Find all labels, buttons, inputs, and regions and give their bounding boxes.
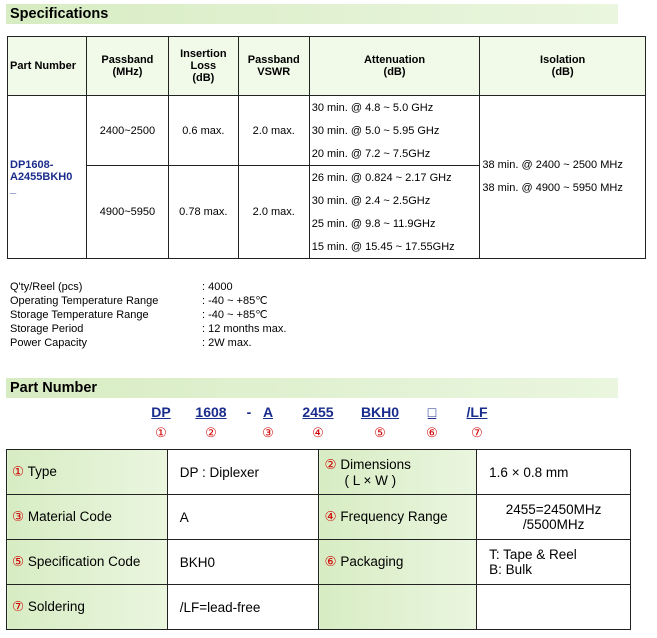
spec-line: Storage Period : 12 months max. <box>10 323 287 335</box>
circle-number: ⑥ <box>426 425 438 440</box>
soldering-label: ⑦ Soldering <box>7 585 168 630</box>
code-segment-box-icon: □ <box>427 404 437 420</box>
circle-number: ⑦ <box>471 425 483 440</box>
type-value: DP : Diplexer <box>167 450 319 495</box>
specifications-heading: Specifications <box>6 4 618 24</box>
circle-number: ② <box>205 425 217 440</box>
header-part-number: Part Number <box>8 37 87 96</box>
general-specs-list <box>10 280 286 350</box>
packaging-value: T: Tape & Reel B: Bulk <box>477 540 631 585</box>
circle-number: ③ <box>262 425 274 440</box>
vswr-value-2: 2.0 max. <box>238 166 309 259</box>
soldering-value: /LF=lead-free <box>167 585 319 630</box>
circle-number: ⑤ <box>374 425 386 440</box>
part-number-value: DP1608- A2455BKH0 _ <box>8 96 87 259</box>
material-code-value: A <box>167 495 319 540</box>
spec-header-row <box>8 37 646 96</box>
frequency-range-value: 2455=2450MHz /5500MHz <box>477 495 631 540</box>
header-passband: Passband (MHz) <box>86 37 168 96</box>
specification-code-label: ⑤ Specification Code <box>7 540 168 585</box>
pn-row-material <box>7 495 631 540</box>
empty-label-cell <box>319 585 477 630</box>
empty-value-cell <box>477 585 631 630</box>
attenuation-value: 20 min. @ 7.2 ~ 7.5GHz <box>309 142 480 166</box>
type-label: ① Type <box>7 450 168 495</box>
spec-line: Storage Temperature Range : -40 ~ +85℃ <box>10 309 268 321</box>
code-segment: - <box>246 404 252 420</box>
code-segment: 1608 <box>195 404 227 420</box>
attenuation-value: 15 min. @ 15.45 ~ 17.55GHz <box>309 235 480 259</box>
part-number-table <box>6 449 631 630</box>
code-segment: BKH0 <box>360 404 400 420</box>
header-vswr: Passband VSWR <box>238 37 309 96</box>
circle-number: ① <box>155 425 167 440</box>
spec-line: Power Capacity : 2W max. <box>10 337 252 349</box>
dimensions-value: 1.6 × 0.8 mm <box>477 450 631 495</box>
frequency-range-label: ④ Frequency Range <box>319 495 477 540</box>
pn-row-spec-code <box>7 540 631 585</box>
insertion-loss-value-2: 0.78 max. <box>168 166 238 259</box>
spec-line: Q'ty/Reel (pcs) : 4000 <box>10 281 233 293</box>
attenuation-value: 30 min. @ 4.8 ~ 5.0 GHz <box>309 96 480 120</box>
attenuation-value: 25 min. @ 9.8 ~ 11.9GHz <box>309 212 480 235</box>
insertion-loss-value-1: 0.6 max. <box>168 96 238 166</box>
spec-row-1 <box>8 96 646 120</box>
spec-line: Operating Temperature Range : -40 ~ +85℃ <box>10 295 268 307</box>
attenuation-value: 26 min. @ 0.824 ~ 2.17 GHz <box>309 166 480 190</box>
circle-number: ④ <box>312 425 324 440</box>
material-code-label: ③ Material Code <box>7 495 168 540</box>
specifications-table <box>7 36 646 259</box>
header-attenuation: Attenuation (dB) <box>309 37 480 96</box>
isolation-value: 38 min. @ 2400 ~ 2500 MHz 38 min. @ 4900 ~ 5950 MHz <box>480 96 646 259</box>
packaging-label: ⑥ Packaging <box>319 540 477 585</box>
attenuation-value: 30 min. @ 5.0 ~ 5.95 GHz <box>309 119 480 142</box>
code-segment: A <box>262 404 274 420</box>
specification-code-value: BKH0 <box>167 540 319 585</box>
passband-value-1: 2400~2500 <box>86 96 168 166</box>
part-number-heading: Part Number <box>6 378 618 398</box>
header-isolation: Isolation (dB) <box>480 37 646 96</box>
pn-row-type <box>7 450 631 495</box>
header-insertion-loss: Insertion Loss (dB) <box>168 37 238 96</box>
passband-value-2: 4900~5950 <box>86 166 168 259</box>
pn-row-soldering <box>7 585 631 630</box>
attenuation-value: 30 min. @ 2.4 ~ 2.5GHz <box>309 189 480 212</box>
vswr-value-1: 2.0 max. <box>238 96 309 166</box>
code-segment: /LF <box>466 404 488 420</box>
code-segment: DP <box>151 404 171 420</box>
code-segment: 2455 <box>302 404 334 420</box>
dimensions-label: ② Dimensions ( L × W ) <box>319 450 477 495</box>
